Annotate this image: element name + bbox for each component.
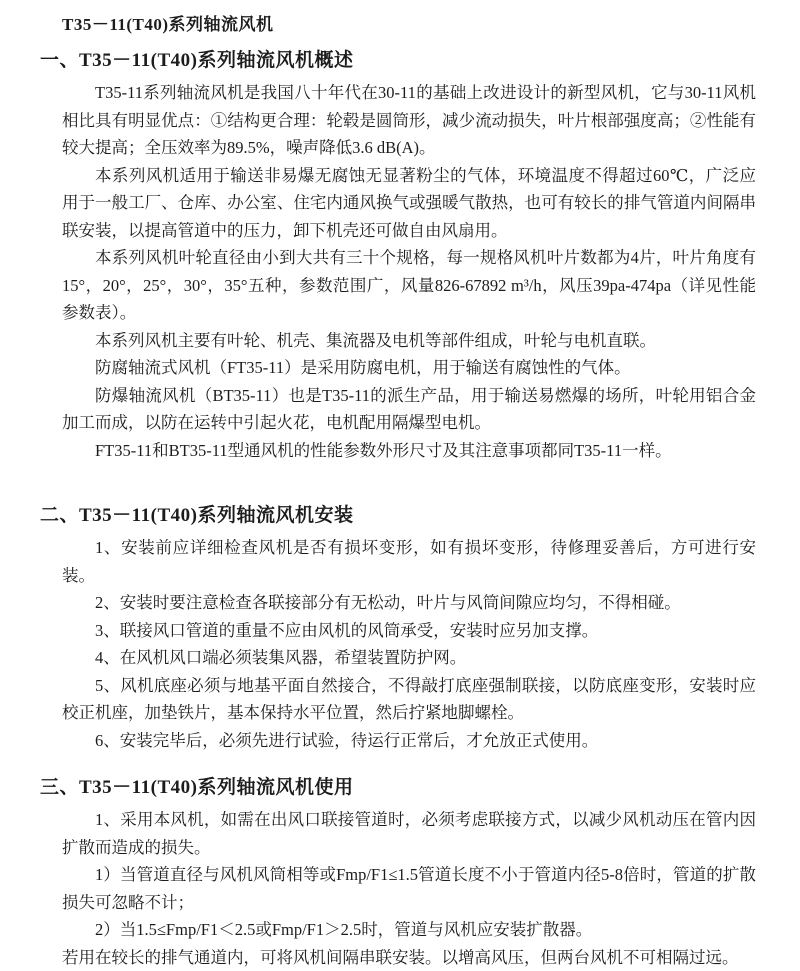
usage-item: 1、采用本风机，如需在出风口联接管道时，必须考虑联接方式，以减少风机动压在管内因扩散而造成的损失。 — [62, 806, 756, 861]
install-step: 1、安装前应详细检查风机是否有损坏变形，如有损坏变形，待修理妥善后，方可进行安装。 — [62, 534, 756, 589]
overview-paragraph: T35-11系列轴流风机是我国八十年代在30-11的基础上改进设计的新型风机，它与30-11风机相比具有明显优点：①结构更合理：轮毂是圆筒形，减少流动损失，叶片根部强度高；②性能有较大提高；全压效率为89.5%，噪声降低3.6 dB(A)。 — [62, 79, 756, 162]
install-step: 4、在风机风口端必须装集风器，希望装置防护网。 — [62, 644, 756, 672]
usage-subitem: 2）当1.5≤Fmp/F1＜2.5或Fmp/F1＞2.5时，管道与风机应安装扩散器。 — [62, 916, 756, 944]
section-install-heading: 二、T35－11(T40)系列轴流风机安装 — [40, 500, 756, 527]
install-step: 5、风机底座必须与地基平面自然接合，不得敲打底座强制联接，以防底座变形，安装时应校正机座，加垫铁片，基本保持水平位置，然后拧紧地脚螺栓。 — [62, 672, 756, 727]
overview-paragraph: 防爆轴流风机（BT35-11）也是T35-11的派生产品，用于输送易燃爆的场所，叶轮用铝合金加工而成，以防在运转中引起火花，电机配用隔爆型电机。 — [62, 382, 756, 437]
usage-subitem: 1）当管道直径与风机风筒相等或Fmp/F1≤1.5管道长度不小于管道内径5-8倍时，管道的扩散损失可忽略不计； — [62, 861, 756, 916]
section-overview — [40, 45, 756, 464]
section-usage-heading: 三、T35－11(T40)系列轴流风机使用 — [40, 772, 756, 799]
overview-paragraph: 防腐轴流式风机（FT35-11）是采用防腐电机，用于输送有腐蚀性的气体。 — [62, 354, 756, 382]
overview-paragraph: 本系列风机叶轮直径由小到大共有三十个规格，每一规格风机叶片数都为4片，叶片角度有15°，20°，25°，30°，35°五种，参数范围广，风量826-67892 m³/h，风压39pa-474pa（详见性能参数表）。 — [62, 244, 756, 327]
install-step: 3、联接风口管道的重量不应由风机的风筒承受，安装时应另加支撑。 — [62, 617, 756, 645]
install-step: 2、安装时要注意检查各联接部分有无松动，叶片与风筒间隙应均匀，不得相碰。 — [62, 589, 756, 617]
install-step: 6、安装完毕后，必须先进行试验，待运行正常后，才允放正式使用。 — [62, 727, 756, 755]
document-title: T35－11(T40)系列轴流风机 — [62, 10, 756, 35]
overview-paragraph: FT35-11和BT35-11型通风机的性能参数外形尺寸及其注意事项都同T35-11一样。 — [62, 437, 756, 465]
section-overview-heading: 一、T35－11(T40)系列轴流风机概述 — [40, 45, 756, 72]
overview-paragraph: 本系列风机适用于输送非易爆无腐蚀无显著粉尘的气体，环境温度不得超过60℃，广泛应用于一般工厂、仓库、办公室、住宅内通风换气或强暖气散热，也可有较长的排气管道内间隔串联安装，以提高管道中的压力，卸下机壳还可做自由风扇用。 — [62, 162, 756, 245]
section-usage — [40, 772, 756, 971]
overview-paragraph: 本系列风机主要有叶轮、机壳、集流器及电机等部件组成，叶轮与电机直联。 — [62, 327, 756, 355]
section-install — [40, 500, 756, 754]
usage-note: 若用在较长的排气通道内，可将风机间隔串联安装。以增高风压，但两台风机不可相隔过远。 — [62, 944, 756, 971]
